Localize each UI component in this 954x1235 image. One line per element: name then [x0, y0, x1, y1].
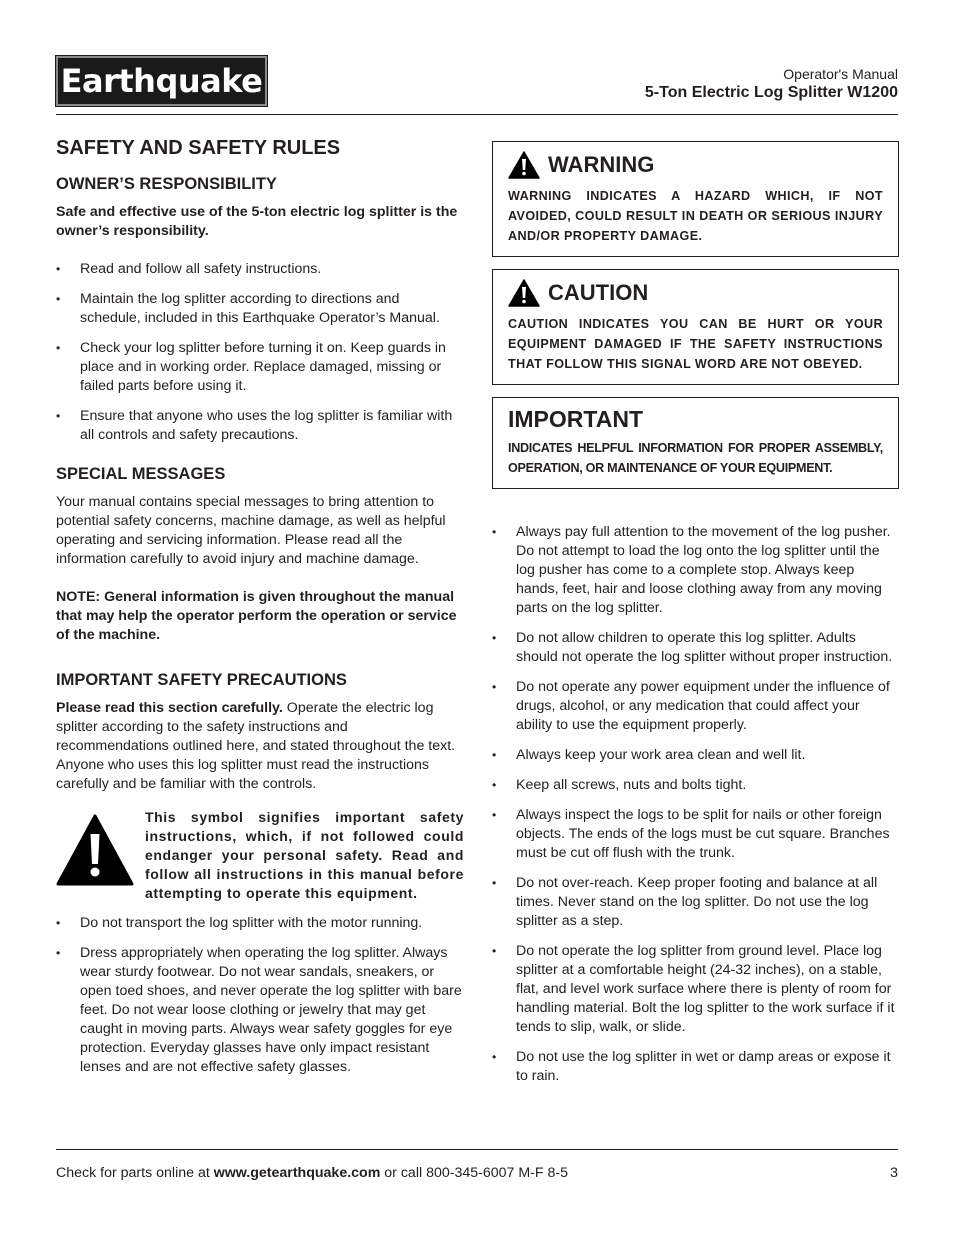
model-title: 5-Ton Electric Log Splitter W1200: [644, 84, 898, 101]
header-title-block: [645, 65, 898, 103]
list-item: • Ensure that anyone who uses the log splitter is familiar with all controls and safety precautions.: [56, 407, 464, 445]
list-item: • Do not allow children to operate this log splitter. Adults should not operate the log splitter without proper instruction.: [492, 629, 899, 667]
important-text: INDICATES HELPFUL INFORMATION FOR PROPER ASSEMBLY, OPERATION, OR MAINTENANCE OF YOUR EQUIPMENT.: [508, 441, 883, 475]
list-item: • Always inspect the logs to be split for nails or other foreign objects. The ends of the logs must be cut square. Branches must be cut off flush with the trunk.: [492, 806, 899, 863]
precautions-bullets: [56, 914, 464, 1077]
list-item: • Check your log splitter before turning it on. Keep guards in place and in working order. Replace damaged, missing or failed parts before using it.: [56, 339, 464, 396]
owner-heading: OWNER’S RESPONSIBILITY: [56, 175, 277, 193]
left-column: [56, 135, 464, 1088]
warning-title-row: [508, 148, 883, 182]
earthquake-logo: [56, 56, 267, 106]
page-number: 3: [890, 1165, 898, 1181]
list-item: • Do not operate any power equipment under the influence of drugs, alcohol, or any medication that could affect your ability to use the equipment properly.: [492, 678, 899, 735]
section-title: SAFETY AND SAFETY RULES: [56, 137, 341, 159]
important-title: IMPORTANT: [508, 406, 644, 432]
special-heading: SPECIAL MESSAGES: [56, 465, 226, 483]
special-body: Your manual contains special messages to bring attention to potential safety concerns, machine damage, as well as helpful operating and servicing information. Please read all the information carefully to avoid injury and machine damage.: [56, 494, 446, 567]
important-box: [492, 397, 899, 489]
right-column: [492, 141, 899, 1097]
footer: [56, 1164, 898, 1182]
owner-intro: Safe and effective use of the 5-ton electric log splitter is the owner’s responsibility.: [56, 204, 458, 239]
list-item: • Do not use the log splitter in wet or damp areas or expose it to rain.: [492, 1048, 899, 1086]
list-item: • Always pay full attention to the movement of the log pusher. Do not attempt to load the log onto the log splitter until the log pusher has come to a complete stop. Always keep hands, feet, hair and loose clothing away from any moving parts on the log splitter.: [492, 523, 899, 618]
caution-triangle-icon: [508, 279, 540, 307]
precautions-lead-bold: Please read this section carefully.: [56, 700, 283, 716]
warning-triangle-icon: [508, 151, 540, 179]
warning-text: WARNING INDICATES A HAZARD WHICH, IF NOT AVOIDED, COULD RESULT IN DEATH OR SERIOUS INJURY AND/OR PROPERTY DAMAGE.: [508, 189, 883, 243]
list-item: • Maintain the log splitter according to directions and schedule, included in this Earthquake Operator’s Manual.: [56, 290, 464, 328]
list-item: • Do not transport the log splitter with the motor running.: [56, 914, 464, 933]
precautions-lead: [56, 699, 464, 794]
footer-divider: [56, 1149, 898, 1150]
caution-title-row: [508, 276, 883, 310]
caution-box: [492, 269, 899, 385]
precautions-lead-rest: Operate the electric log splitter according to the safety instructions and recommendations outlined here, and stated throughout the text. Anyone who uses this log splitter must read the instructions carefully and be familiar with the controls.: [56, 700, 456, 792]
list-item: • Always keep your work area clean and well lit.: [492, 746, 899, 765]
caution-text: CAUTION INDICATES YOU CAN BE HURT OR YOUR EQUIPMENT DAMAGED IF THE SAFETY INSTRUCTIONS THAT FOLLOW THIS SIGNAL WORD ARE NOT OBEYED.: [508, 317, 883, 371]
doc-type: Operator's Manual: [783, 66, 898, 82]
list-item: • Do not over-reach. Keep proper footing and balance at all times. Never stand on the log splitter. Do not use the log splitter as a step.: [492, 874, 899, 931]
list-item: • Keep all screws, nuts and bolts tight.: [492, 776, 899, 795]
owner-bullets: [56, 260, 464, 445]
footer-suffix: or call 800-345-6007 M-F 8-5: [380, 1165, 569, 1181]
list-item: • Read and follow all safety instructions.: [56, 260, 464, 279]
right-bullets: [492, 523, 899, 1086]
header-divider: [56, 114, 898, 115]
list-item: • Do not operate the log splitter from ground level. Place log splitter at a comfortable height (24-32 inches), on a stable, flat, and level work surface where there is plenty of room for handling material. Bolt the log splitter to the work surface if it tends to slip, walk, or slide.: [492, 942, 899, 1037]
warning-exclamation-icon: [56, 808, 145, 903]
footer-url-link[interactable]: www.getearthquake.com: [213, 1165, 381, 1181]
footer-prefix: Check for parts online at: [56, 1165, 214, 1181]
important-title-row: [508, 404, 883, 434]
caution-title: CAUTION: [548, 280, 649, 305]
special-note: NOTE: General information is given throughout the manual that may help the operator perform the operation or service of the machine.: [56, 589, 457, 643]
list-item: • Dress appropriately when operating the log splitter. Always wear sturdy footwear. Do not wear sandals, sneakers, or open toed shoes, and never operate the log splitter with bare feet. Do not wear loose clothing or jewelry that may get caught in moving parts. Always wear safety goggles for eye protection. Everyday glasses have only impact resistant lenses and are not effective safety glasses.: [56, 944, 464, 1077]
logo-text: Earthquake: [60, 62, 263, 100]
warning-box: [492, 141, 899, 257]
warning-title: WARNING: [548, 152, 655, 177]
safety-symbol-block: [56, 808, 464, 903]
precautions-heading: IMPORTANT SAFETY PRECAUTIONS: [56, 671, 347, 689]
symbol-text: This symbol signifies important safety instructions, which, if not followed could endanger your personal safety. Read and follow all instructions in this manual before attempting to operate this equipment.: [145, 809, 464, 901]
